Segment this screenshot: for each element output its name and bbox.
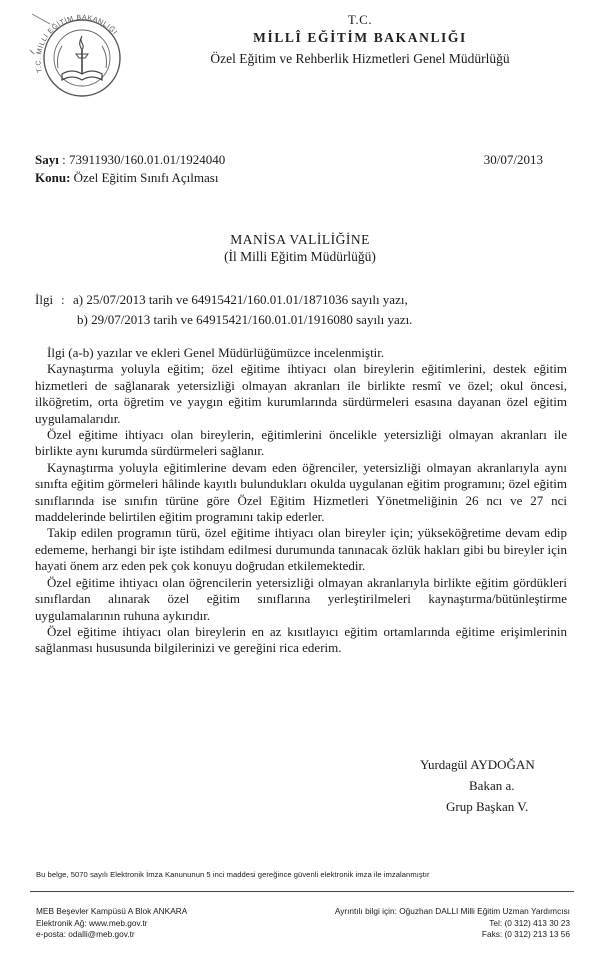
paragraph-7: Özel eğitime ihtiyacı olan bireylerin en az kısıtlayıcı eğitim ortamlarında eğitime erişimlerinin sağlanması hususunda bilgilerinizi ve gereğini rica ederim. [35,623,567,656]
signatory-title: Grup Başkan V. [446,799,529,814]
footer-address: MEB Beşevler Kampüsü A Blok ANKARA [36,906,188,916]
ilgi-label: İlgi [35,292,54,307]
sayi-value: : 73911930/160.01.01/1924040 [62,152,226,167]
sayi-label: Sayı [35,152,59,167]
footer-web: Elektronik Ağ: www.meb.gov.tr [36,917,148,928]
footer-email: e-posta: odalli@meb.gov.tr [36,929,135,939]
letter-body [35,345,567,657]
signatory-name: Yurdagül AYDOĞAN [420,757,535,772]
footer-contact-left [36,906,187,941]
ilgi-separator: : [61,292,65,307]
document-date: 30/07/2013 [483,152,543,167]
footer-divider [30,891,574,892]
ilgi-reference-a: a) 25/07/2013 tarih ve 64915421/160.01.01/1871036 sayılı yazı, [73,292,408,307]
e-signature-note: Bu belge, 5070 sayılı Elektronik İmza Kanununun 5 inci maddesi gereğince güvenli elektronik imza ile imzalanmıştır [36,870,430,879]
footer-contact-person: Ayrıntılı bilgi için: Oğuzhan DALLI Milli Eğitim Uzman Yardımcısı [334,906,570,916]
ilgi-block [35,290,412,330]
paragraph-3: Özel eğitime ihtiyacı olan bireylerin, eğitimlerini öncelikle yetersizliği olmayan akranları ile birlikte aynı kurumda sürdürmeleri sağlanır. [35,427,567,459]
sayi-line [35,152,225,168]
ilgi-line-a [35,290,412,310]
konu-label: Konu: [35,170,71,185]
footer-contact-right [335,906,570,941]
konu-line [35,170,218,186]
paragraph-2: Kaynaştırma yoluyla eğitim; özel eğitime ihtiyacı olan bireylerin eğitimlerini, destek eğitim hizmetleri de sağlanarak yetersizliği olmayan akranları ile birlikte resmî ve özel; okul öncesi, ilköğretim, orta öğretim ve yaygın eğitim kurumlarında sürdürmeleri esasına dayanan özel eğitim uygulamalarıdır. [35,361,567,426]
konu-value: Özel Eğitim Sınıfı Açılması [73,170,219,185]
paragraph-5: Takip edilen programın türü, özel eğitime ihtiyacı olan bireyler için; yükseköğretime devam edip edememe, herhangi bir işte istihdam edilmesi durumunda tanınacak özlük hakları gibi bu bireyler için hayati önem arz eden pek çok konuyu doğrudan etkilemektedir. [35,525,567,574]
footer-phone: Tel: (0 312) 413 30 23 [489,917,570,928]
footer-fax: Faks: (0 312) 213 13 56 [481,929,570,939]
header-directorate: Özel Eğitim ve Rehberlik Hizmetleri Genel Müdürlüğü [210,51,510,66]
recipient-title: MANİSA VALİLİĞİNE [230,232,370,247]
paragraph-1: İlgi (a-b) yazılar ve ekleri Genel Müdürlüğümüzce incelenmiştir. [47,345,385,360]
svg-text:T.C. MİLLİ EĞİTİM BAKANLIĞI: T.C. MİLLİ EĞİTİM BAKANLIĞI [35,14,119,74]
recipient-subtitle: (İl Milli Eğitim Müdürlüğü) [224,249,376,264]
ilgi-reference-b: b) 29/07/2013 tarih ve 64915421/160.01.01/1916080 sayılı yazı. [77,312,413,327]
ministry-seal-logo [28,10,136,98]
signatory-capacity: Bakan a. [469,778,515,793]
header-ministry: MİLLÎ EĞİTİM BAKANLIĞI [253,30,467,45]
seal-graphic [28,10,136,98]
paragraph-6: Özel eğitime ihtiyacı olan öğrencilerin yetersizliği olmayan akranlarıyla birlikte eğitim gördükleri sınıflardan alınarak özel eğitim sınıflarına yerleştirilmeleri kaynaştırma/bütünleştirme uygulamalarının ruhuna aykırıdır. [35,574,567,623]
header-tc: T.C. [347,12,373,27]
paragraph-4: Kaynaştırma yoluyla eğitimlerine devam eden öğrenciler, yetersizliği olmayan akranlarıyla aynı sınıfta eğitim görmeleri hâlinde kayıtlı bulundukları okulda uygulanan eğitim programını; özel eğitim sınıflarında ise sınıfın türüne göre Özel Eğitim Hizmetleri Yönetmeliğinin 26 ncı ve 27 nci maddelerinde belirtilen eğitim programını takip ederler. [35,459,567,525]
